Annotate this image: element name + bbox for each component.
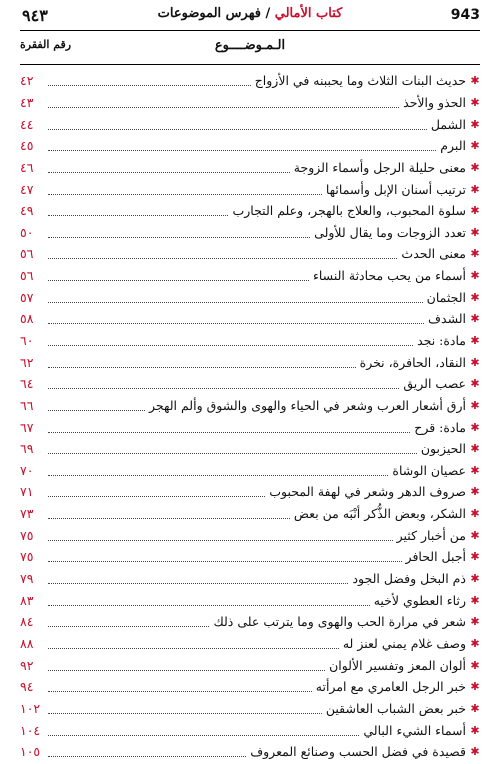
entry-paragraph-number: ٤٤: [20, 116, 34, 132]
dot-leader: [48, 422, 410, 433]
dot-leader: [48, 162, 290, 173]
list-item: [20, 698, 480, 720]
dot-leader: [48, 335, 413, 346]
entry-title: النقاد، الحافرة، نخرة: [359, 354, 466, 370]
list-item: [20, 546, 480, 568]
list-item: [20, 633, 480, 655]
dot-leader: [48, 205, 228, 216]
entry-paragraph-number: ٤٩: [20, 203, 34, 219]
asterisk-bullet-icon: ✱: [470, 507, 480, 521]
entry-title: عصيان الوشاة: [392, 462, 466, 478]
entry-title: رثاء العطوي لأخيه: [373, 592, 466, 608]
dot-leader: [48, 725, 359, 736]
list-item: [20, 460, 480, 482]
dot-leader: [48, 227, 310, 238]
asterisk-bullet-icon: ✱: [470, 398, 480, 412]
list-item: [20, 330, 480, 352]
entry-paragraph-number: ٤٣: [20, 94, 34, 110]
asterisk-bullet-icon: ✱: [470, 550, 480, 564]
entry-title: تعدد الزوجات وما يقال للأولى: [314, 224, 466, 240]
asterisk-bullet-icon: ✱: [470, 160, 480, 174]
asterisk-bullet-icon: ✱: [470, 182, 480, 196]
entry-title: ترتيب أسنان الإبل وأسمائها: [325, 181, 466, 197]
list-item: [20, 676, 480, 698]
dot-leader: [48, 97, 399, 108]
list-item: [20, 70, 480, 92]
list-item: [20, 200, 480, 222]
entry-paragraph-number: ٧٥: [20, 527, 34, 543]
dot-leader: [48, 616, 209, 627]
dot-leader: [48, 75, 251, 86]
asterisk-bullet-icon: ✱: [470, 377, 480, 391]
asterisk-bullet-icon: ✱: [470, 95, 480, 109]
entry-paragraph-number: ٨٣: [20, 592, 34, 608]
dot-leader: [48, 465, 388, 476]
entry-paragraph-number: ٧٣: [20, 506, 34, 522]
asterisk-bullet-icon: ✱: [470, 680, 480, 694]
asterisk-bullet-icon: ✱: [470, 442, 480, 456]
list-item: [20, 741, 480, 763]
book-title: كتاب الأمالي: [274, 6, 343, 21]
page-header: [20, 6, 480, 28]
entry-title: خبر الرجل العامري مع امرأته: [315, 679, 466, 695]
asterisk-bullet-icon: ✱: [470, 420, 480, 434]
entry-title: الشكر، وبعض الذُّكر أنْبَه من بعض: [293, 506, 466, 522]
list-item: [20, 395, 480, 417]
asterisk-bullet-icon: ✱: [470, 572, 480, 586]
list-item: [20, 611, 480, 633]
entry-title: الجثمان: [426, 289, 466, 305]
entry-title: الشدف: [428, 311, 466, 327]
column-headers: [20, 38, 480, 58]
asterisk-bullet-icon: ✱: [470, 139, 480, 153]
dot-leader: [48, 140, 436, 151]
entry-title: مادة: قرح: [414, 419, 466, 435]
entry-title: شعر في مرارة الحب والهوى وما يترتب على ذلك: [213, 614, 466, 630]
dot-leader: [48, 508, 290, 519]
entry-paragraph-number: ٩٢: [20, 657, 34, 673]
entry-paragraph-number: ٥٠: [20, 224, 34, 240]
entry-paragraph-number: ٤٦: [20, 159, 34, 175]
asterisk-bullet-icon: ✱: [470, 74, 480, 88]
entry-title: معنى الحدث: [401, 246, 466, 262]
list-item: [20, 157, 480, 179]
entry-title: البرم: [440, 138, 466, 154]
topic-index-list: [20, 70, 480, 763]
dot-leader: [48, 746, 246, 757]
entry-paragraph-number: ٧١: [20, 484, 34, 500]
entry-title: مادة: نجد: [417, 333, 466, 348]
entry-title: الحذو والأحذ: [403, 94, 466, 110]
list-item: [20, 265, 480, 287]
asterisk-bullet-icon: ✱: [470, 485, 480, 499]
entry-title: وصف غلام يمني لعنز له: [342, 635, 466, 651]
list-item: [20, 481, 480, 503]
entry-paragraph-number: ٩٤: [20, 679, 34, 695]
entry-title: أسماء من يحب محادثة النساء: [313, 268, 466, 284]
dot-leader: [48, 443, 417, 454]
list-item: [20, 178, 480, 200]
entry-paragraph-number: ٤٥: [20, 138, 34, 154]
entry-title: أسماء الشيء البالي: [363, 722, 466, 738]
column-header-rule: [20, 64, 480, 65]
list-item: [20, 503, 480, 525]
entry-title: معنى حليلة الرجل وأسماء الزوجة: [293, 159, 466, 175]
entry-paragraph-number: ٤٢: [20, 73, 34, 89]
entry-title: من أخبار كثير: [396, 527, 466, 543]
list-item: [20, 243, 480, 265]
entry-paragraph-number: ٥٧: [20, 289, 34, 305]
list-item: [20, 719, 480, 741]
entry-paragraph-number: ٥٦: [20, 246, 34, 262]
dot-leader: [48, 530, 393, 541]
entry-title: الشمل: [430, 116, 466, 132]
entry-paragraph-number: ٨٨: [20, 635, 34, 651]
list-item: [20, 416, 480, 438]
entry-paragraph-number: ٦٤: [20, 376, 34, 392]
asterisk-bullet-icon: ✱: [470, 723, 480, 737]
asterisk-bullet-icon: ✱: [470, 269, 480, 283]
list-item: [20, 589, 480, 611]
entry-title: عصب الريق: [403, 376, 466, 392]
asterisk-bullet-icon: ✱: [470, 463, 480, 477]
dot-leader: [48, 248, 397, 259]
paragraph-number-column-header: رقم الفقرة: [20, 38, 72, 51]
entry-paragraph-number: ٦٢: [20, 354, 34, 370]
section-title: / فهرس الموضوعات: [157, 6, 271, 21]
asterisk-bullet-icon: ✱: [470, 247, 480, 261]
dot-leader: [48, 357, 356, 368]
page-number-latin: 943: [450, 7, 480, 23]
asterisk-bullet-icon: ✱: [470, 636, 480, 650]
entry-paragraph-number: ٦٩: [20, 441, 34, 457]
entry-paragraph-number: ٦٦: [20, 397, 34, 413]
list-item: [20, 113, 480, 135]
entry-title: ألوان المعز وتفسير الألوان: [329, 657, 466, 673]
asterisk-bullet-icon: ✱: [470, 745, 480, 759]
entry-paragraph-number: ١٠٥: [20, 744, 41, 760]
entry-title: خبر بعض الشباب العاشقين: [325, 700, 466, 716]
entry-paragraph-number: ٦٠: [20, 333, 34, 348]
entry-title: صروف الدهر وشعر في لهفة المحبوب: [269, 484, 466, 500]
dot-leader: [48, 551, 402, 562]
dot-leader: [48, 378, 399, 389]
list-item: [20, 221, 480, 243]
list-item: [20, 373, 480, 395]
entry-title: قصيدة في فضل الحسب وصنائع المعروف: [250, 744, 466, 760]
asterisk-bullet-icon: ✱: [470, 290, 480, 304]
asterisk-bullet-icon: ✱: [470, 701, 480, 715]
dot-leader: [48, 184, 322, 195]
entry-title: ذم البخل وفضل الجود: [352, 571, 466, 587]
asterisk-bullet-icon: ✱: [470, 117, 480, 131]
entry-paragraph-number: ٧٥: [20, 549, 34, 565]
list-item: [20, 92, 480, 114]
entry-paragraph-number: ٥٦: [20, 268, 34, 284]
asterisk-bullet-icon: ✱: [470, 615, 480, 629]
entry-paragraph-number: ٥٨: [20, 311, 34, 327]
page-number-arabic: ٩٤٣: [22, 6, 48, 25]
asterisk-bullet-icon: ✱: [470, 312, 480, 326]
list-item: [20, 524, 480, 546]
entry-paragraph-number: ١٠٢: [20, 700, 41, 716]
dot-leader: [48, 681, 312, 692]
entry-paragraph-number: ٧٠: [20, 462, 34, 478]
asterisk-bullet-icon: ✱: [470, 204, 480, 218]
list-item: [20, 438, 480, 460]
asterisk-bullet-icon: ✱: [470, 658, 480, 672]
dot-leader: [48, 119, 427, 130]
dot-leader: [48, 638, 339, 649]
dot-leader: [48, 573, 348, 584]
entry-paragraph-number: ٨٤: [20, 614, 34, 630]
entry-paragraph-number: ١٠٤: [20, 722, 41, 738]
asterisk-bullet-icon: ✱: [470, 225, 480, 239]
dot-leader: [48, 400, 145, 411]
topic-column-header: الـمـوضــــوع: [214, 38, 286, 53]
asterisk-bullet-icon: ✱: [470, 334, 480, 347]
list-item: [20, 135, 480, 157]
entry-title: حديث البنات الثلاث وما يحببنه في الأزواج: [254, 73, 466, 89]
entry-title: أجبل الحافر: [405, 549, 466, 565]
list-item: [20, 308, 480, 330]
dot-leader: [48, 660, 325, 671]
list-item: [20, 654, 480, 676]
entry-title: سلوة المحبوب، والعلاج بالهجر، وعلم التجارب: [232, 203, 466, 219]
entry-paragraph-number: ٦٧: [20, 419, 34, 435]
asterisk-bullet-icon: ✱: [470, 355, 480, 369]
dot-leader: [48, 486, 265, 497]
asterisk-bullet-icon: ✱: [470, 593, 480, 607]
header-rule: [20, 30, 480, 31]
dot-leader: [48, 595, 370, 606]
dot-leader: [48, 703, 322, 714]
entry-title: أرق أشعار العرب وشعر في الحياء والهوى والشوق وألم الهجر: [149, 397, 466, 413]
list-item: [20, 568, 480, 590]
dot-leader: [48, 313, 424, 324]
dot-leader: [48, 270, 309, 281]
running-title: [20, 6, 480, 21]
list-item: [20, 351, 480, 373]
entry-paragraph-number: ٤٧: [20, 181, 34, 197]
entry-paragraph-number: ٧٩: [20, 571, 34, 587]
entry-title: الحيزبون: [420, 441, 466, 457]
asterisk-bullet-icon: ✱: [470, 528, 480, 542]
list-item: [20, 286, 480, 308]
dot-leader: [48, 292, 423, 303]
